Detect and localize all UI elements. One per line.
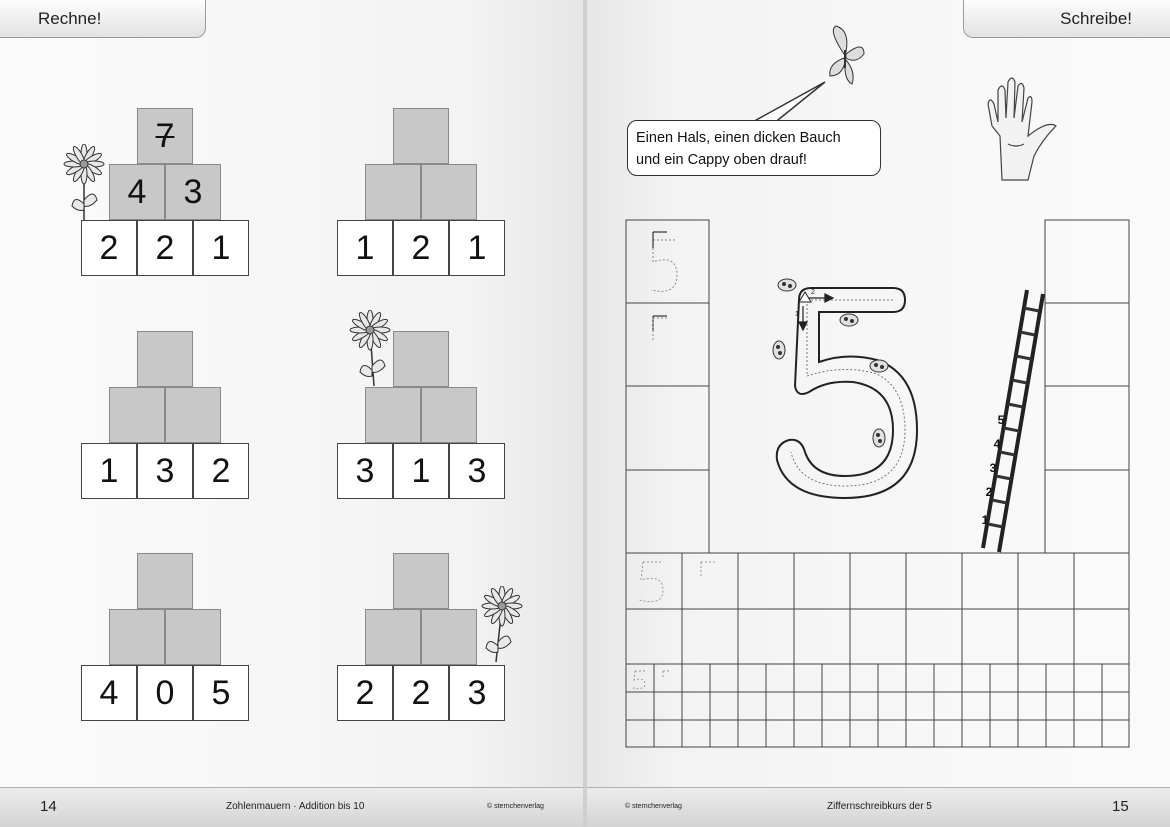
pyramid-base-cell: 2 <box>337 665 393 721</box>
pyramid-base-cell: 3 <box>449 665 505 721</box>
pyramid-base-cell: 2 <box>393 220 449 276</box>
pyramid-base-cell: 3 <box>137 443 193 499</box>
pyramid-middle-cell[interactable] <box>109 609 165 665</box>
pyramid-middle-cell[interactable]: 4 <box>109 164 165 220</box>
pyramid-base-cell: 4 <box>81 665 137 721</box>
number-pyramid-5 <box>81 553 249 721</box>
flower-icon <box>348 310 392 388</box>
pyramid-top-cell[interactable] <box>393 553 449 609</box>
copyright: © sternchenverlag <box>625 803 682 810</box>
right-page-footer <box>587 787 1170 827</box>
speech-line-1: Einen Hals, einen dicken Bauch <box>636 130 841 146</box>
footer-title: Zohlenmauern · Addition bis 10 <box>226 801 365 812</box>
page-number: 14 <box>40 798 57 815</box>
pyramid-base-cell: 2 <box>81 220 137 276</box>
pyramid-top-cell[interactable]: 7 <box>137 108 193 164</box>
footer-title: Ziffernschreibkurs der 5 <box>827 801 932 812</box>
copyright: © sternchenverlag <box>487 803 544 810</box>
right-page-tab: Schreibe! <box>963 0 1170 38</box>
small-row-dividers <box>654 664 1102 747</box>
pyramid-top-cell[interactable] <box>137 331 193 387</box>
pyramid-base-cell: 3 <box>449 443 505 499</box>
stroke-label: 2 <box>811 289 815 296</box>
ladder-number: 4 <box>993 437 1001 451</box>
left-page-tab: Rechne! <box>0 0 206 38</box>
pyramid-base-cell: 5 <box>193 665 249 721</box>
left-page-footer <box>0 787 583 827</box>
pyramid-middle-cell[interactable] <box>165 387 221 443</box>
flower-icon <box>480 586 524 664</box>
number-pyramid-2 <box>337 108 505 276</box>
pyramid-middle-cell[interactable] <box>365 164 421 220</box>
ladder-icon <box>983 290 1043 552</box>
pyramid-middle-cell[interactable] <box>421 609 477 665</box>
number-pyramid-3 <box>81 331 249 499</box>
pyramid-base-cell: 1 <box>393 443 449 499</box>
ladder-number: 3 <box>989 461 997 475</box>
stroke-label: 1 <box>795 311 799 318</box>
page-number: 15 <box>1112 798 1129 815</box>
pyramid-middle-cell[interactable] <box>365 609 421 665</box>
pyramid-base-cell: 2 <box>193 443 249 499</box>
flower-icon <box>62 144 106 222</box>
pyramid-middle-cell[interactable]: 3 <box>165 164 221 220</box>
trace-digit-icon <box>633 562 715 689</box>
pyramid-top-cell[interactable] <box>393 331 449 387</box>
pyramid-top-cell[interactable] <box>137 553 193 609</box>
stroke-arrow-icon <box>653 232 667 332</box>
number-pyramid-1 <box>81 108 249 276</box>
speech-line-2: und ein Cappy oben drauf! <box>636 152 807 168</box>
pyramid-middle-cell[interactable] <box>421 164 477 220</box>
trace-digit-icon <box>651 240 677 291</box>
ladder-number: 5 <box>997 413 1005 427</box>
pyramid-top-cell[interactable] <box>393 108 449 164</box>
pyramid-middle-cell[interactable] <box>165 609 221 665</box>
pyramid-base-cell: 0 <box>137 665 193 721</box>
pyramid-base-cell: 1 <box>337 220 393 276</box>
writing-practice-sheet <box>587 0 1170 787</box>
trace-start-icon <box>653 318 667 340</box>
pyramid-base-cell: 2 <box>393 665 449 721</box>
pyramid-middle-cell[interactable] <box>421 387 477 443</box>
pyramid-base-cell: 3 <box>337 443 393 499</box>
pyramid-base-cell: 1 <box>193 220 249 276</box>
ladder-number: 2 <box>985 485 993 499</box>
pyramid-base-cell: 2 <box>137 220 193 276</box>
ladybug-icon <box>773 279 888 447</box>
right-page <box>587 0 1170 827</box>
pyramid-base-cell: 1 <box>81 443 137 499</box>
pyramid-middle-cell[interactable] <box>365 387 421 443</box>
pyramid-base-cell: 1 <box>449 220 505 276</box>
left-page <box>0 0 583 827</box>
ladder-number: 1 <box>981 513 989 527</box>
pyramid-middle-cell[interactable] <box>109 387 165 443</box>
